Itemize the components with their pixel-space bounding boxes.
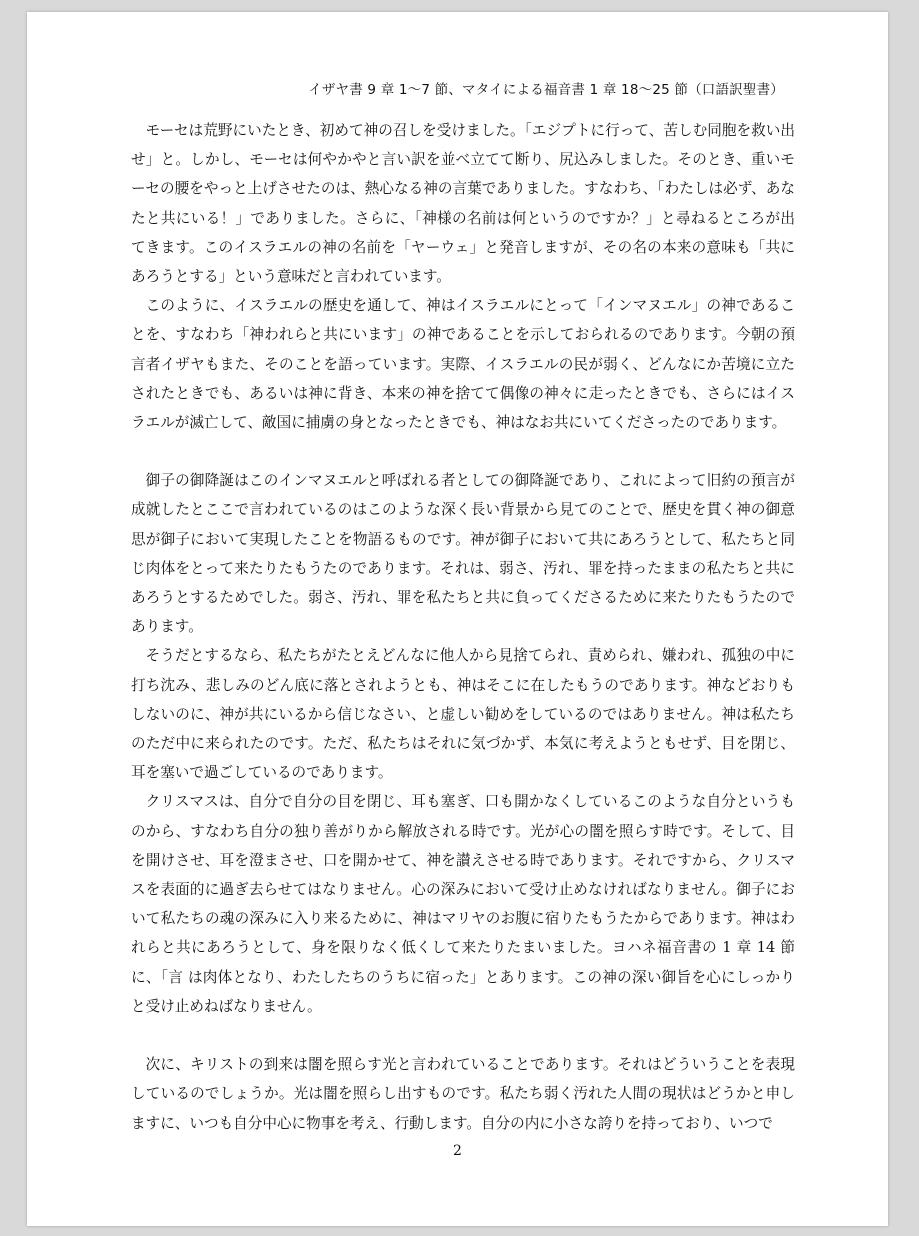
document-page bbox=[27, 12, 888, 1226]
paragraph-immanuel-history: このように、イスラエルの歴史を通して、神はイスラエルにとって「インマヌエル」の神であることを、すなわち「神われらと共にいます」の神であることを示しておられるのであります。今朝の預言者イザヤもまた、そのことを語っています。実際、イスラエルの民が弱く、どんなにか苦境に立たされたときでも、あるいは神に背き、本来の神を捨てて偶像の神々に走ったときでも、さらにはイスラエルが滅亡して、敵国に捕虜の身となったときでも、神はなお共にいてくださったのであります。 bbox=[131, 297, 795, 432]
page-number: 2 bbox=[453, 1143, 462, 1159]
paragraph-moses-calling: モーセは荒野にいたとき、初めて神の召しを受けました。「エジプトに行って、苦しむ同胞を救い出せ」と。しかし、モーセは何やかやと言い訳を並べ立てて断り、尻込みしました。そのとき、重いモーセの腰をやっと上げさせたのは、熱心なる神の言葉でありました。すなわち、「わたしは必ず、あなたと共にいる！」でありました。さらに、「神様の名前は何というのですか？」と尋ねるところが出てきます。このイスラエルの神の名前を「ヤーウェ」と発音しますが、その名の本来の意味も「共にあろうとする」という意味だと言われています。 bbox=[131, 122, 795, 286]
paragraph-god-present: そうだとするなら、私たちがたとえどんなに他人から見捨てられ、責められ、嫌われ、孤独の中に打ち沈み、悲しみのどん底に落とされようとも、神はそこに在したもうのであります。神などおりもしないのに、神が共にいるから信じなさい、と虚しい勧めをしているのではありません。神は私たちのただ中に来られたのです。ただ、私たちはそれに気づかず、本気に考えようともせず、目を閉じ、耳を塞いで過ごしているのであります。 bbox=[131, 647, 795, 782]
paragraph-nativity: 御子の御降誕はこのインマヌエルと呼ばれる者としての御降誕であり、これによって旧約の預言が成就したとここで言われているのはこのような深く長い背景から見てのことで、歴史を貫く神の御意思が御子において実現したことを物語るものです。神が御子において共にあろうとして、私たちと同じ肉体をとって来たりたもうたのであります。それは、弱さ、汚れ、罪を持ったままの私たちと共にあろうとするためでした。弱さ、汚れ、罪を私たちと共に負ってくださるために来たりたもうたのであります。 bbox=[131, 472, 795, 636]
paragraph-light-darkness: 次に、キリストの到来は闇を照らす光と言われていることであります。それはどういうことを表現しているのでしょうか。光は闇を照らし出すものです。私たち弱く汚れた人間の現状はどうかと申しますに、いつも自分中心に物事を考え、行動します。自分の内に小さな誇りを持っており、いつで bbox=[131, 1056, 795, 1132]
paragraph-christmas: クリスマスは、自分で自分の目を閉じ、耳も塞ぎ、口も開かなくしているこのような自分というものから、すなわち自分の独り善がりから解放される時です。光が心の闇を照らす時です。そして、目を開けさせ、耳を澄まさせ、口を開かせて、神を讃えさせる時であります。それですから、クリスマスを表面的に過ぎ去らせてはなりません。心の深みにおいて受け止めなければなりません。御子において私たちの魂の深みに入り来るために、神はマリヤのお腹に宿りたもうたからであります。神はわれらと共にあろうとして、身を限りなく低くして来たりたまいました。ヨハネ福音書の 1 章 14 節に、「言 は肉体となり、わたしたちのうちに宿った」とあります。この神の深い御旨を心にしっかりと受け止めねばなりません。 bbox=[131, 793, 795, 1015]
scripture-reference-header: イザヤ書 9 章 1〜7 節、マタイによる福音書 1 章 18〜25 節（口語訳聖書） bbox=[308, 82, 784, 98]
sermon-body bbox=[131, 116, 795, 1138]
